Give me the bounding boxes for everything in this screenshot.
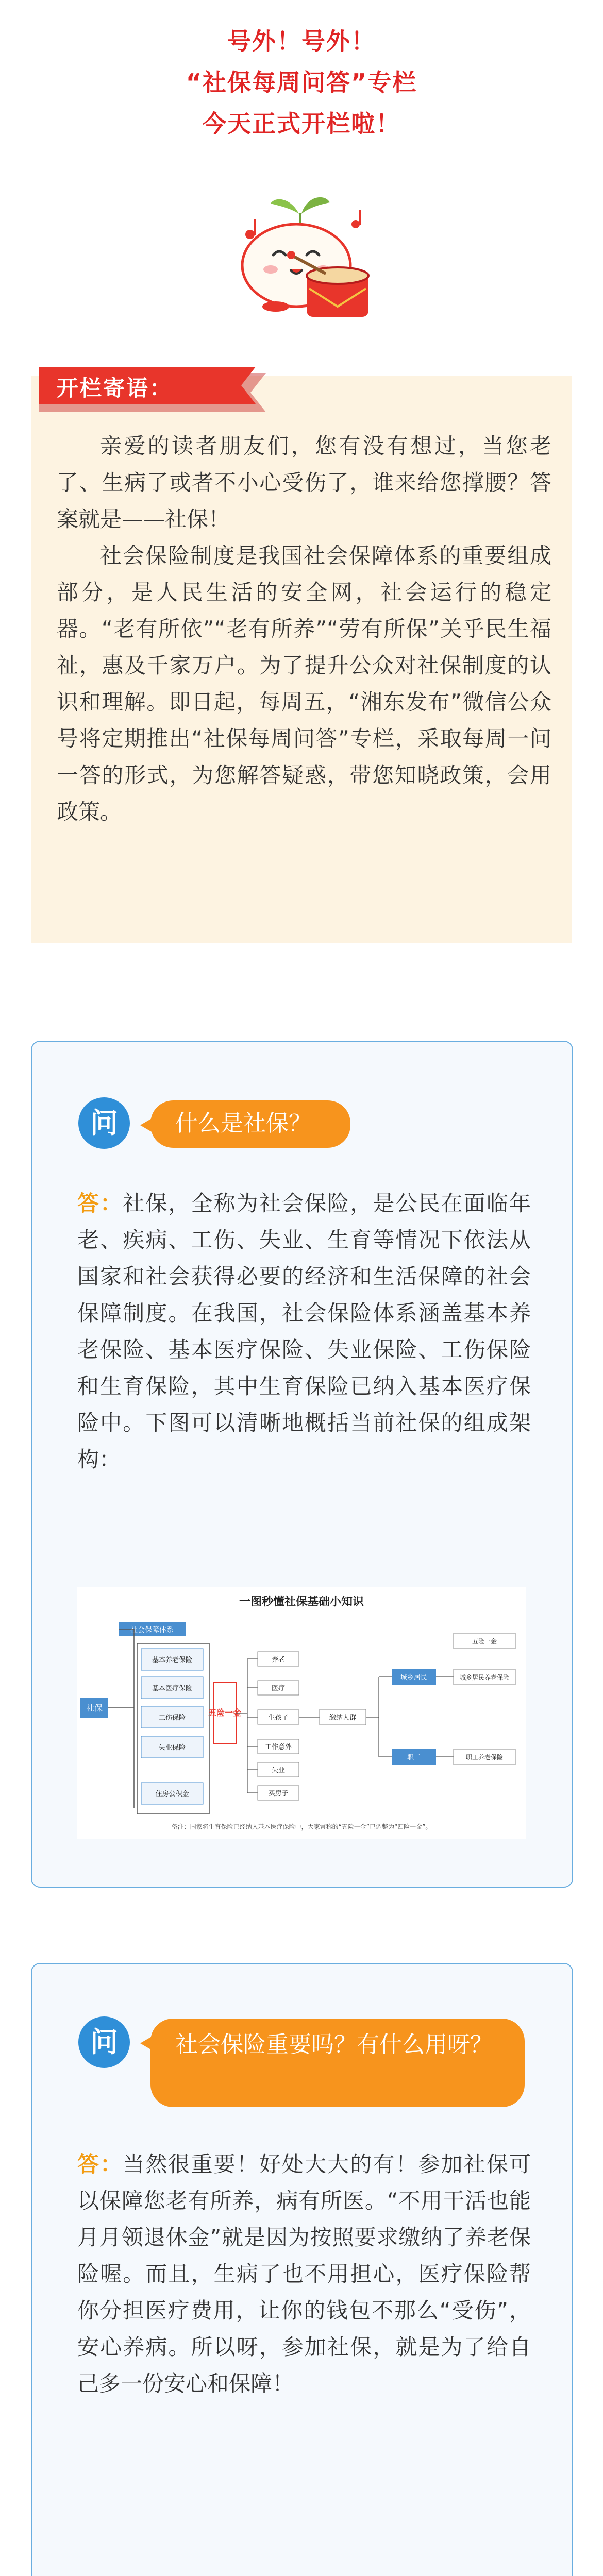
diagram-title: 一图秒懂社保基础小知识 <box>239 1596 364 1608</box>
intro-paragraph: 社会保险制度是我国社会保障体系的重要组成部分，是人民生活的安全网，社会运行的稳定器。“老有所依”“老有所养”“劳有所保”关乎民生福祉，惠及千家万户。为了提升公众对社保制度的认识和理解。即日起，每周五，“湘东发布”微信公众号将定期推出“社保每周问答”专栏，采取每周一问一答的形式，为您解答疑惑，带您知晓政策，会用政策。 <box>57 543 551 824</box>
question-bubble-2: 社会保险重要吗？有什么用呀？ <box>150 2019 525 2107</box>
diagram-group-item: 五险一金 <box>472 1638 497 1645</box>
diagram-note: 备注：国家将生育保险已经纳入基本医疗保险中，大家常称的“五险一金”已调整为“四险一金”。 <box>171 1823 432 1831</box>
answer-lead: 答： <box>77 2151 123 2177</box>
diagram-group: 城乡居民 <box>400 1674 428 1682</box>
question-badge-icon: 问 <box>78 1097 130 1149</box>
headline-line-1: 号外！号外！ <box>227 27 376 55</box>
answer-lead: 答： <box>77 1191 123 1216</box>
diagram-right-item: 工作意外 <box>264 1743 292 1751</box>
headline <box>0 21 603 144</box>
mascot-drummer-icon <box>214 178 389 332</box>
diagram-top-tag: 社会保障体系 <box>130 1626 174 1634</box>
diagram-right-item: 买房子 <box>268 1790 289 1798</box>
diagram-branch: 五险一金 <box>208 1708 242 1718</box>
diagram-group: 职工 <box>407 1754 421 1761</box>
answer-text: 社保，全称为社会保险，是公民在面临年老、疾病、工伤、失业、生育等情况下依法从国家和社会获得必要的经济和生活保障的社会保障制度。在我国，社会保险体系涵盖基本养老保险、基本医疗保险、失业保险、工伤保险和生育保险，其中生育保险已纳入基本医疗保险中。下图可以清晰地概括当前社保的组成架构： <box>77 1191 531 1472</box>
ribbon-label: 开栏寄语： <box>57 376 173 401</box>
headline-line-3: 今天正式开栏啦！ <box>203 110 400 138</box>
diagram-item: 工伤保险 <box>158 1714 186 1722</box>
diagram-payers: 缴纳人群 <box>329 1714 357 1722</box>
diagram-item: 住房公积金 <box>155 1790 189 1798</box>
diagram-right-item: 失业 <box>271 1767 286 1774</box>
intro-text <box>57 428 551 830</box>
question-bubble-1: 什么是社保？ <box>150 1100 350 1148</box>
diagram-right-item: 养老 <box>271 1656 286 1664</box>
answer-text: 当然很重要！好处大大的有！参加社保可以保障您老有所养，病有所医。“不用干活也能月月领退休金”就是因为按照要求缴纳了养老保险喔。而且，生病了也不用担心，医疗保险帮你分担医疗费用，让你的钱包不那么“受伤”，安心养病。所以呀，参加社保，就是为了给自己多一份安心和保障！ <box>77 2151 531 2396</box>
social-insurance-diagram <box>77 1587 526 1839</box>
diagram-item: 基本医疗保险 <box>152 1685 193 1692</box>
diagram-root: 社保 <box>86 1703 103 1713</box>
diagram-group-item: 职工养老保险 <box>465 1754 504 1761</box>
intro-paragraph: 亲爱的读者朋友们，您有没有想过，当您老了、生病了或者不小心受伤了，谁来给您撑腰？答案就是——社保！ <box>57 433 551 532</box>
diagram-group-item: 城乡居民养老保险 <box>459 1674 510 1681</box>
diagram-item: 失业保险 <box>158 1744 186 1752</box>
answer-1 <box>77 1185 531 1478</box>
diagram-right-item: 生孩子 <box>268 1714 289 1722</box>
diagram-right-item: 医疗 <box>271 1685 286 1692</box>
answer-2 <box>77 2146 531 2402</box>
headline-line-2: “社保每周问答”专栏 <box>186 69 417 96</box>
diagram-item: 基本养老保险 <box>152 1656 193 1664</box>
question-badge-icon: 问 <box>78 2016 130 2068</box>
